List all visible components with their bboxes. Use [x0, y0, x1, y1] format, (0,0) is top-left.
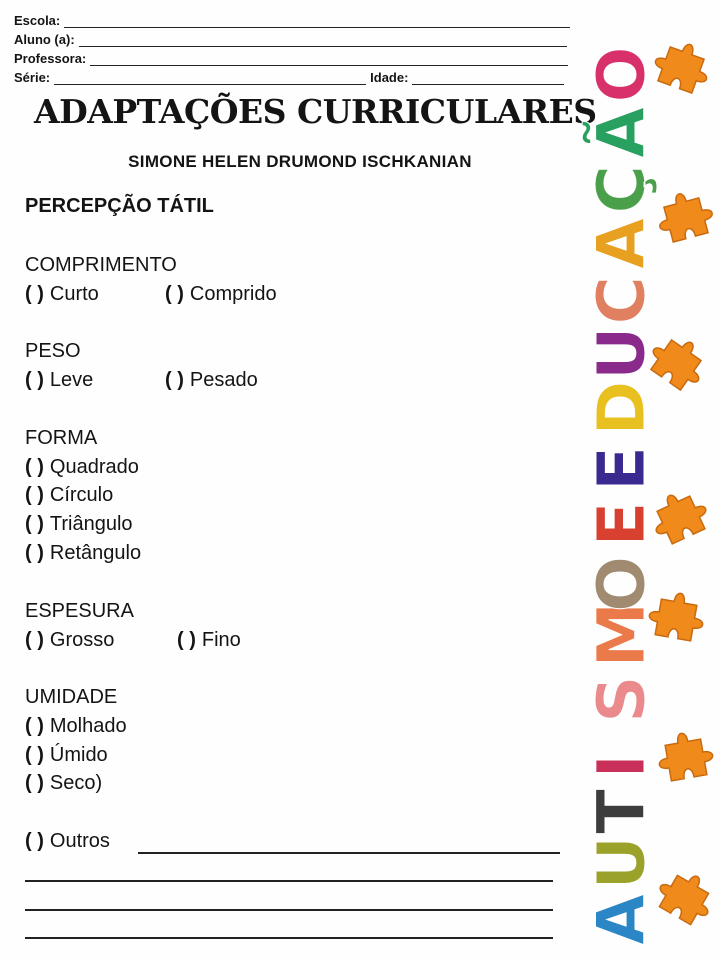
brand-letter: O [583, 46, 660, 103]
category-forma: FORMA [25, 427, 98, 449]
brand-letter: E [583, 445, 660, 491]
option-label: Fino [201, 629, 241, 651]
brand-letter: T [583, 788, 660, 834]
checkbox-outros[interactable]: ( ) [25, 830, 44, 852]
checkbox-retangulo[interactable]: ( ) [25, 542, 44, 564]
write-line[interactable] [25, 937, 553, 939]
aluno-row [14, 29, 567, 47]
serie-label: Série: [14, 70, 51, 85]
option-label: Curto [49, 283, 99, 305]
autismo-educacao-logo [576, 20, 720, 950]
checkbox-seco[interactable]: ( ) [25, 772, 44, 794]
brand-letter: Ã [583, 106, 660, 158]
option-molhado[interactable] [25, 715, 127, 738]
serie-row [14, 67, 564, 85]
option-fino[interactable] [177, 629, 241, 652]
escola-row [14, 10, 570, 28]
brand-letter: O [583, 555, 660, 612]
option-label: Molhado [49, 715, 127, 737]
brand-letter: Ç [583, 165, 660, 214]
checkbox-pesado[interactable]: ( ) [165, 369, 184, 391]
checkbox-molhado[interactable]: ( ) [25, 715, 44, 737]
brand-letter: A [583, 893, 660, 945]
section-title: PERCEPÇÃO TÁTIL [25, 195, 214, 217]
option-circulo[interactable] [25, 484, 113, 507]
category-espesura: ESPESURA [25, 600, 134, 622]
escola-label: Escola: [14, 13, 61, 28]
idade-line[interactable] [412, 70, 564, 85]
option-outros[interactable] [25, 830, 110, 853]
checkbox-circulo[interactable]: ( ) [25, 484, 44, 506]
category-umidade: UMIDADE [25, 686, 118, 708]
professora-row [14, 48, 568, 66]
category-peso: PESO [25, 340, 81, 362]
option-label: Quadrado [49, 456, 139, 478]
write-line[interactable] [25, 880, 553, 882]
option-leve[interactable] [25, 369, 93, 392]
serie-line[interactable] [54, 70, 366, 85]
puzzle-piece-icon [653, 187, 717, 244]
checkbox-fino[interactable]: ( ) [177, 629, 196, 651]
option-curto[interactable] [25, 283, 99, 306]
write-line[interactable] [25, 909, 553, 911]
option-comprido[interactable] [165, 283, 277, 306]
category-comprimento: COMPRIMENTO [25, 254, 177, 276]
option-seco[interactable] [25, 772, 102, 795]
checkbox-triangulo[interactable]: ( ) [25, 513, 44, 535]
brand-letter: D [583, 380, 660, 436]
brand-letter: S [583, 675, 660, 723]
checkbox-umido[interactable]: ( ) [25, 744, 44, 766]
brand-letter: A [583, 217, 660, 269]
brand-letter: M [583, 601, 660, 668]
outros-line[interactable] [138, 852, 560, 854]
puzzle-piece-icon [652, 863, 720, 929]
option-label: Outros [49, 830, 110, 852]
idade-label: Idade: [370, 70, 409, 85]
option-label: Leve [49, 369, 94, 391]
option-retangulo[interactable] [25, 542, 141, 565]
option-label: Triângulo [49, 513, 133, 535]
brand-letter: I [583, 753, 660, 779]
page-title: ADAPTAÇÕES CURRICULARES [34, 92, 597, 131]
checkbox-quadrado[interactable]: ( ) [25, 456, 44, 478]
brand-letter: E [583, 501, 660, 547]
professora-label: Professora: [14, 51, 87, 66]
brand-letter: C [583, 276, 660, 325]
option-triangulo[interactable] [25, 513, 133, 536]
brand-letter: U [583, 326, 660, 380]
escola-line[interactable] [64, 13, 570, 28]
checkbox-leve[interactable]: ( ) [25, 369, 44, 391]
option-quadrado[interactable] [25, 456, 139, 479]
aluno-line[interactable] [79, 32, 567, 47]
option-label: Pesado [189, 369, 258, 391]
option-umido[interactable] [25, 744, 108, 767]
option-label: Círculo [49, 484, 114, 506]
checkbox-curto[interactable]: ( ) [25, 283, 44, 305]
option-label: Grosso [49, 629, 115, 651]
option-label: Retângulo [49, 542, 142, 564]
brand-letter: U [583, 835, 660, 890]
checkbox-comprido[interactable]: ( ) [165, 283, 184, 305]
author-name: SIMONE HELEN DRUMOND ISCHKANIAN [128, 152, 472, 171]
puzzle-piece-icon [655, 729, 716, 783]
option-label: Comprido [189, 283, 277, 305]
option-grosso[interactable] [25, 629, 114, 652]
aluno-label: Aluno (a): [14, 32, 75, 47]
professora-line[interactable] [90, 51, 568, 66]
option-pesado[interactable] [165, 369, 258, 392]
checkbox-grosso[interactable]: ( ) [25, 629, 44, 651]
option-label: Úmido [49, 744, 108, 766]
option-label: Seco) [49, 772, 103, 794]
